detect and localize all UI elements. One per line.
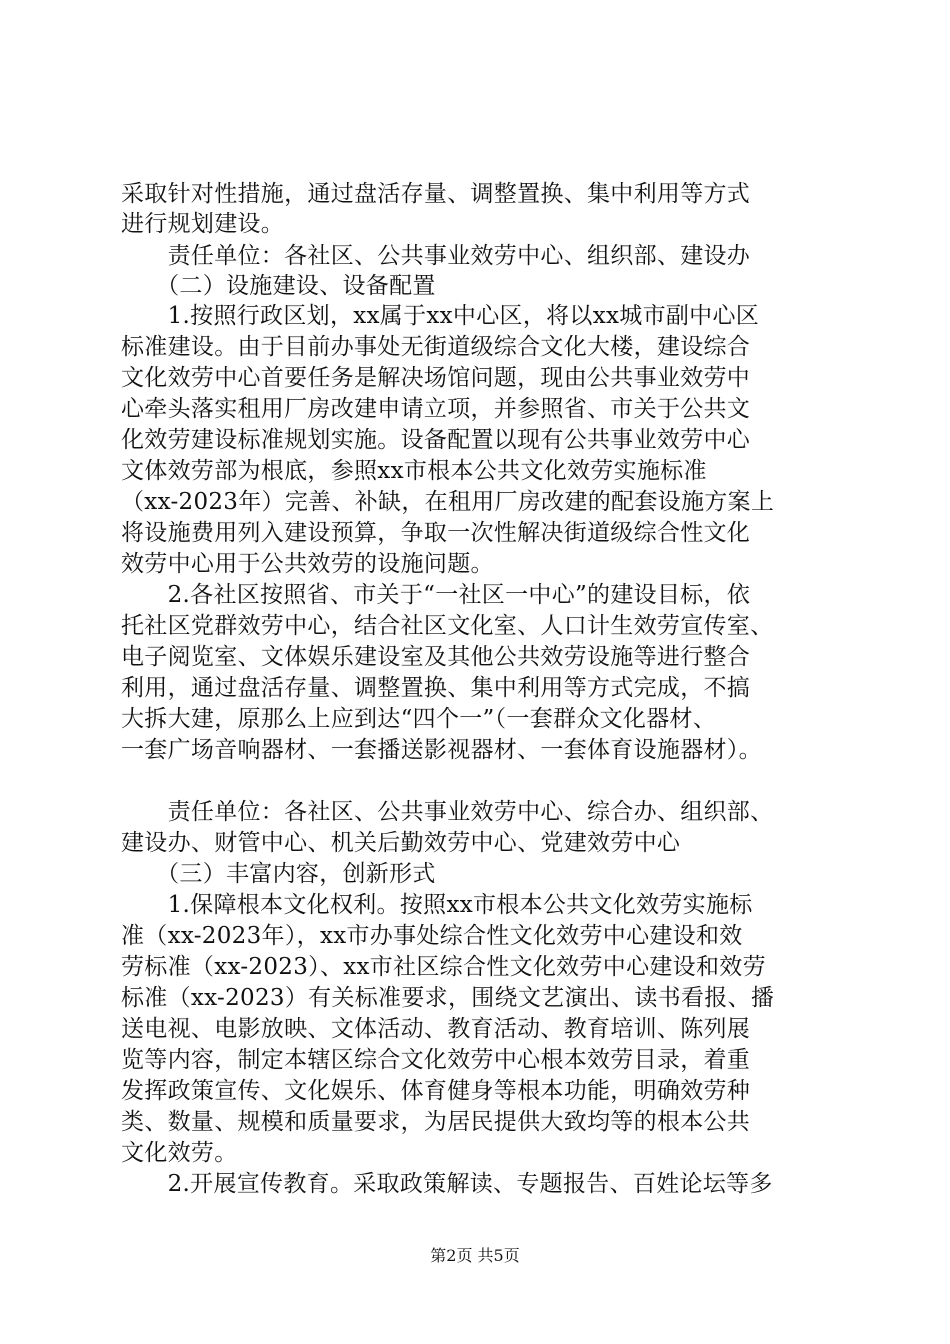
text-line: 览等内容，制定本辖区综合文化效劳中心根本效劳目录，着重 <box>121 1047 751 1073</box>
text-line: 2.开展宣传教育。采取政策解读、专题报告、百姓论坛等多 <box>121 1171 773 1197</box>
text-line: 采取针对性措施，通过盘活存量、调整置换、集中利用等方式 <box>121 181 751 207</box>
text-line: 标准（xx-2023）有关标准要求，围绕文艺演出、读书看报、播 <box>121 985 775 1011</box>
text-line: 类、数量、规模和质量要求，为居民提供大致均等的根本公共 <box>121 1109 751 1135</box>
text-line: 1.按照行政区划，xx属于xx中心区，将以xx城市副中心区 <box>121 303 760 329</box>
text-line: 1.保障根本文化权利。按照xx市根本公共文化效劳实施标 <box>121 892 753 918</box>
text-line: 劳标准（xx-2023）、xx市社区综合性文化效劳中心建设和效劳 <box>121 954 766 980</box>
text-line: 标准建设。由于目前办事处无街道级综合文化大楼，建设综合 <box>121 334 751 360</box>
text-line: 一套广场音响器材、一套播送影视器材、一套体育设施器材）。 <box>121 737 762 763</box>
section-heading: （二）设施建设、设备配置 <box>121 273 436 299</box>
text-line: 准（xx-2023年），xx市办事处综合性文化效劳中心建设和效 <box>121 923 743 949</box>
text-line: 进行规划建设。 <box>121 211 285 237</box>
text-line: 托社区党群效劳中心，结合社区文化室、人口计生效劳宣传室、 <box>121 613 774 639</box>
text-line: 文化效劳中心首要任务是解决场馆问题，现由公共事业效劳中 <box>121 365 751 391</box>
text-line: （xx-2023年）完善、补缺，在租用厂房改建的配套设施方案上 <box>121 489 775 515</box>
text-line: 文化效劳。 <box>121 1140 238 1166</box>
text-line: 利用，通过盘活存量、调整置换、集中利用等方式完成，不搞 <box>121 675 751 701</box>
section-heading: （三）丰富内容，创新形式 <box>121 861 436 887</box>
text-line: 将设施费用列入建设预算，争取一次性解决街道级综合性文化 <box>121 520 751 546</box>
text-line: 电子阅览室、文体娱乐建设室及其他公共效劳设施等进行整合 <box>121 644 751 670</box>
text-line: 心牵头落实租用厂房改建申请立项，并参照省、市关于公共文 <box>121 396 751 422</box>
text-line: 2.各社区按照省、市关于“一社区一中心”的建设目标，依 <box>121 582 751 608</box>
text-line: 送电视、电影放映、文体活动、教育活动、教育培训、陈列展 <box>121 1016 751 1042</box>
page-number-footer: 第2页 共5页 <box>430 1246 520 1265</box>
text-line: 化效劳建设标准规划实施。设备配置以现有公共事业效劳中心 <box>121 427 751 453</box>
text-line: 责任单位：各社区、公共事业效劳中心、组织部、建设办 <box>121 243 751 269</box>
text-line: 责任单位：各社区、公共事业效劳中心、综合办、组织部、 <box>121 799 774 825</box>
text-line: 建设办、财管中心、机关后勤效劳中心、党建效劳中心 <box>121 830 681 856</box>
text-line: 文体效劳部为根底，参照xx市根本公共文化效劳实施标准 <box>121 458 707 484</box>
text-line: 效劳中心用于公共效劳的设施问题。 <box>121 551 494 577</box>
text-line: 大拆大建，原那么上应到达“四个一”（一套群众文化器材、 <box>121 706 717 732</box>
text-line: 发挥政策宣传、文化娱乐、体育健身等根本功能，明确效劳种 <box>121 1078 751 1104</box>
